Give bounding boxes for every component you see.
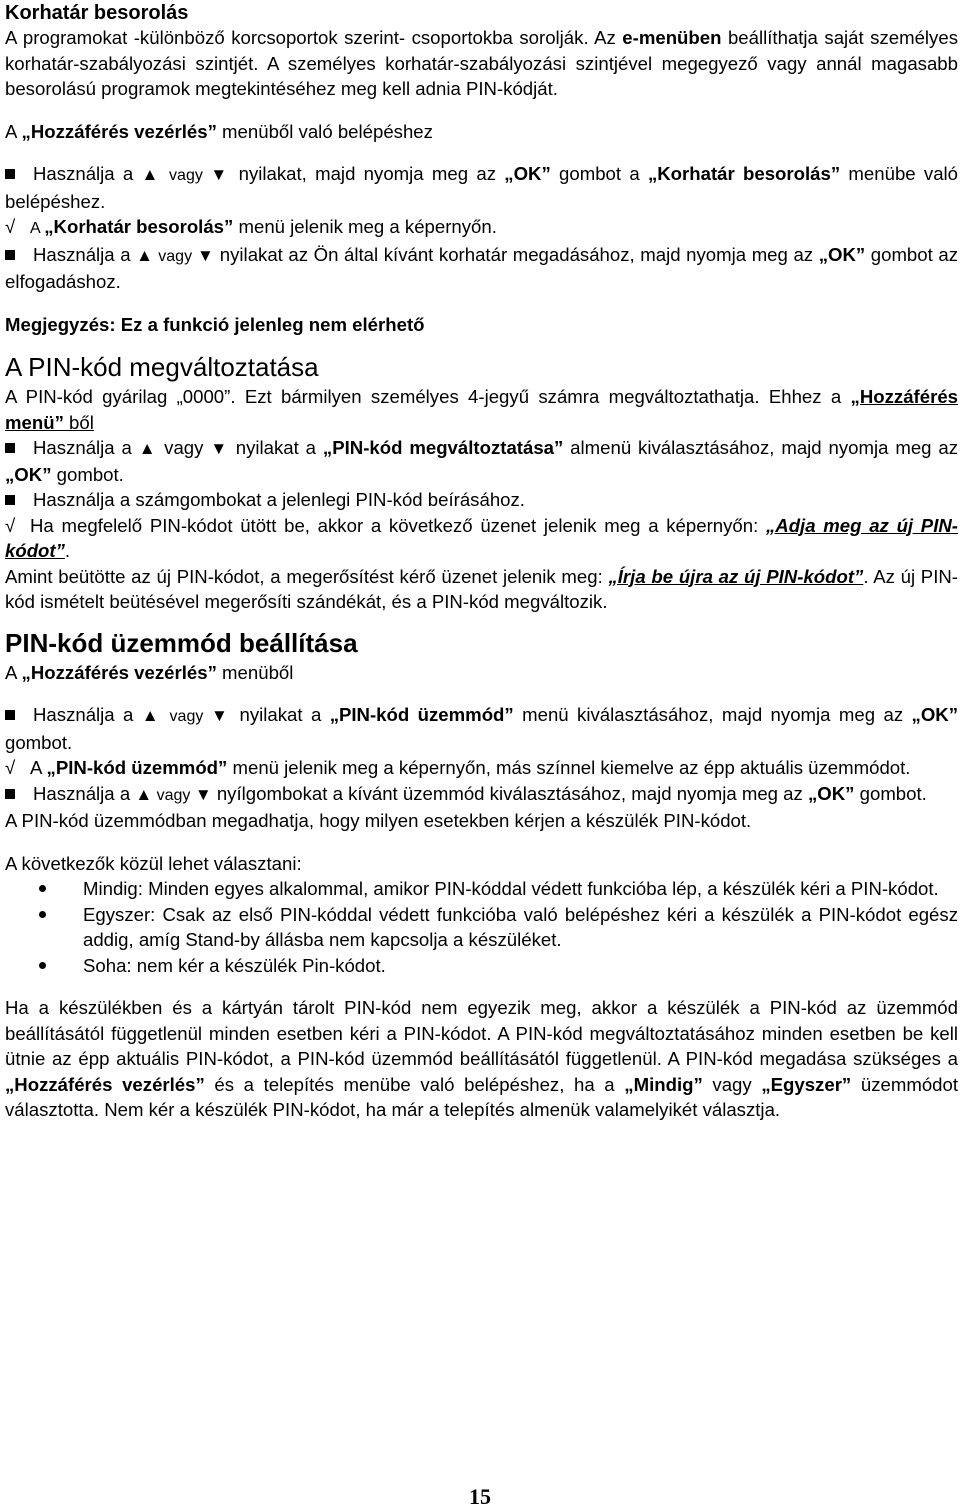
down-arrow-icon: ▼ <box>210 165 231 184</box>
pin-mode-heading: PIN-kód üzemmód beállítása <box>5 627 358 658</box>
list-item: Soha: nem kér a készülék Pin-kódot. <box>5 953 958 979</box>
up-arrow-icon: ▲ <box>141 165 162 184</box>
pin-change-intro: A PIN-kód gyárilag „0000”. Ezt bármilyen személyes 4-jegyű számra megváltoztathatja. Ehhez a „Hozzáférés menü” ből <box>5 386 958 433</box>
access-control-line: A „Hozzáférés vezérlés” menüből való belépéshez <box>5 120 433 142</box>
pin-change-step-1: Használja a ▲ vagy ▼ nyilakat a „PIN-kód megváltoztatása” almenü kiválasztásához, majd nyomja meg az „OK” gombot. <box>5 437 959 485</box>
list-item: Mindig: Minden egyes alkalommal, amikor PIN-kóddal védett funkcióba lép, a készülék kéri a PIN-kódot. <box>5 876 958 902</box>
pin-change-step-2: Használja a számgombokat a jelenlegi PIN-kód beírásához. <box>5 487 958 513</box>
check-icon: √ <box>5 757 16 778</box>
pin-mode-step-2: Használja a ▲ vagy ▼ nyílgombokat a kívánt üzemmód kiválasztásához, majd nyomja meg az „OK” gombot. <box>5 781 958 809</box>
square-bullet-icon <box>5 443 15 453</box>
down-arrow-icon: ▼ <box>210 439 229 458</box>
square-bullet-icon <box>5 250 15 260</box>
pin-mode-check-1: √ A „PIN-kód üzemmód” menü jelenik meg a képernyőn, más színnel kiemelve az épp aktuális üzemmódot. <box>5 755 958 781</box>
document-page <box>5 0 958 1123</box>
square-bullet-icon <box>5 495 15 505</box>
square-bullet-icon <box>5 169 15 179</box>
intro-paragraph: A programokat -különböző korcsoportok szerint- csoportokba sorolják. Az e-menüben beállíthatja saját személyes korhatár-szabályozási szintjét. A személyes korhatár-szabályozási szintjével megegyező vagy annál magasabb besorolású programok megtekintéséhez meg kell adnia PIN-kódját. <box>5 27 958 99</box>
square-bullet-icon <box>5 789 15 799</box>
bullet-dot-icon <box>39 911 46 918</box>
down-arrow-icon: ▼ <box>194 784 212 804</box>
down-arrow-icon: ▼ <box>211 706 232 725</box>
down-arrow-icon: ▼ <box>196 245 215 265</box>
list-item: Egyszer: Csak az első PIN-kóddal védett funkcióba való belépéshez kéri a készülék a PIN-kódot egész addig, amíg Stand-by állásba nem kapcsolja a készüléket. <box>5 902 958 953</box>
check-icon: √ <box>5 514 16 536</box>
pin-change-check-1: √ Ha megfelelő PIN-kódot ütött be, akkor a következő üzenet jelenik meg a képernyőn: „Adja meg az új PIN-kódot”. <box>5 514 958 561</box>
rating-step-1: Használja a ▲ vagy ▼ nyilakat, majd nyomja meg az „OK” gombot a „Korhatár besorolás” menübe való belépéshez. <box>5 163 959 212</box>
pin-change-confirm-paragraph: Amint beütötte az új PIN-kódot, a megerősítést kérő üzenet jelenik meg: „Írja be újra az új PIN-kódot”. Az új PIN-kód ismételt beütésével megerősíti szándékát, és a PIN-kód megváltozik. <box>5 565 958 612</box>
pin-mode-step-1: Használja a ▲ vagy ▼ nyilakat a „PIN-kód üzemmód” menü kiválasztásához, majd nyomja meg az „OK” gombot. <box>5 704 959 753</box>
pin-mode-final-paragraph: Ha a készülékben és a kártyán tárolt PIN-kód nem egyezik meg, akkor a készülék a PIN-kód az üzemmód beállításától függetlenül minden esetben kéri a PIN-kódot. A PIN-kód megváltoztatásához minden esetben be kell ütnie az épp aktuális PIN-kódot, a PIN-kód üzemmód beállításától függetlenül. A PIN-kód megadása szükséges a „Hozzáférés vezérlés” és a telepítés menübe való belépéshez, ha a „Mindig” vagy „Egyszer” üzemmódot választotta. Nem kér a készülék PIN-kódot, ha már a telepítés almenük valamelyikét választja. <box>5 997 959 1120</box>
bullet-dot-icon <box>39 885 46 892</box>
bullet-dot-icon <box>39 962 46 969</box>
square-bullet-icon <box>5 710 15 720</box>
pin-mode-options-intro: A következők közül lehet választani: <box>5 852 302 874</box>
note-line: Megjegyzés: Ez a funkció jelenleg nem elérhető <box>5 313 425 335</box>
up-arrow-icon: ▲ <box>136 245 154 265</box>
up-arrow-icon: ▲ <box>138 439 158 458</box>
rating-check-1: √ A „Korhatár besorolás” menü jelenik meg a képernyőn. <box>5 214 958 242</box>
pin-mode-paragraph-1: A PIN-kód üzemmódban megadhatja, hogy milyen esetekben kérjen a készülék PIN-kódot. <box>5 810 752 831</box>
check-icon: √ <box>5 216 16 237</box>
rating-step-2: Használja a ▲ vagy ▼ nyilakat az Ön által kívánt korhatár megadásához, majd nyomja meg az „OK” gombot az elfogadáshoz. <box>5 243 959 292</box>
section-title-age-rating: Korhatár besorolás <box>5 2 189 24</box>
pin-mode-access-line: A „Hozzáférés vezérlés” menüből <box>5 661 294 683</box>
up-arrow-icon: ▲ <box>141 706 162 725</box>
up-arrow-icon: ▲ <box>135 784 153 804</box>
pin-mode-options-list <box>5 876 958 978</box>
pin-change-heading: A PIN-kód megváltoztatása <box>5 352 319 382</box>
page-number: 15 <box>469 1484 491 1509</box>
